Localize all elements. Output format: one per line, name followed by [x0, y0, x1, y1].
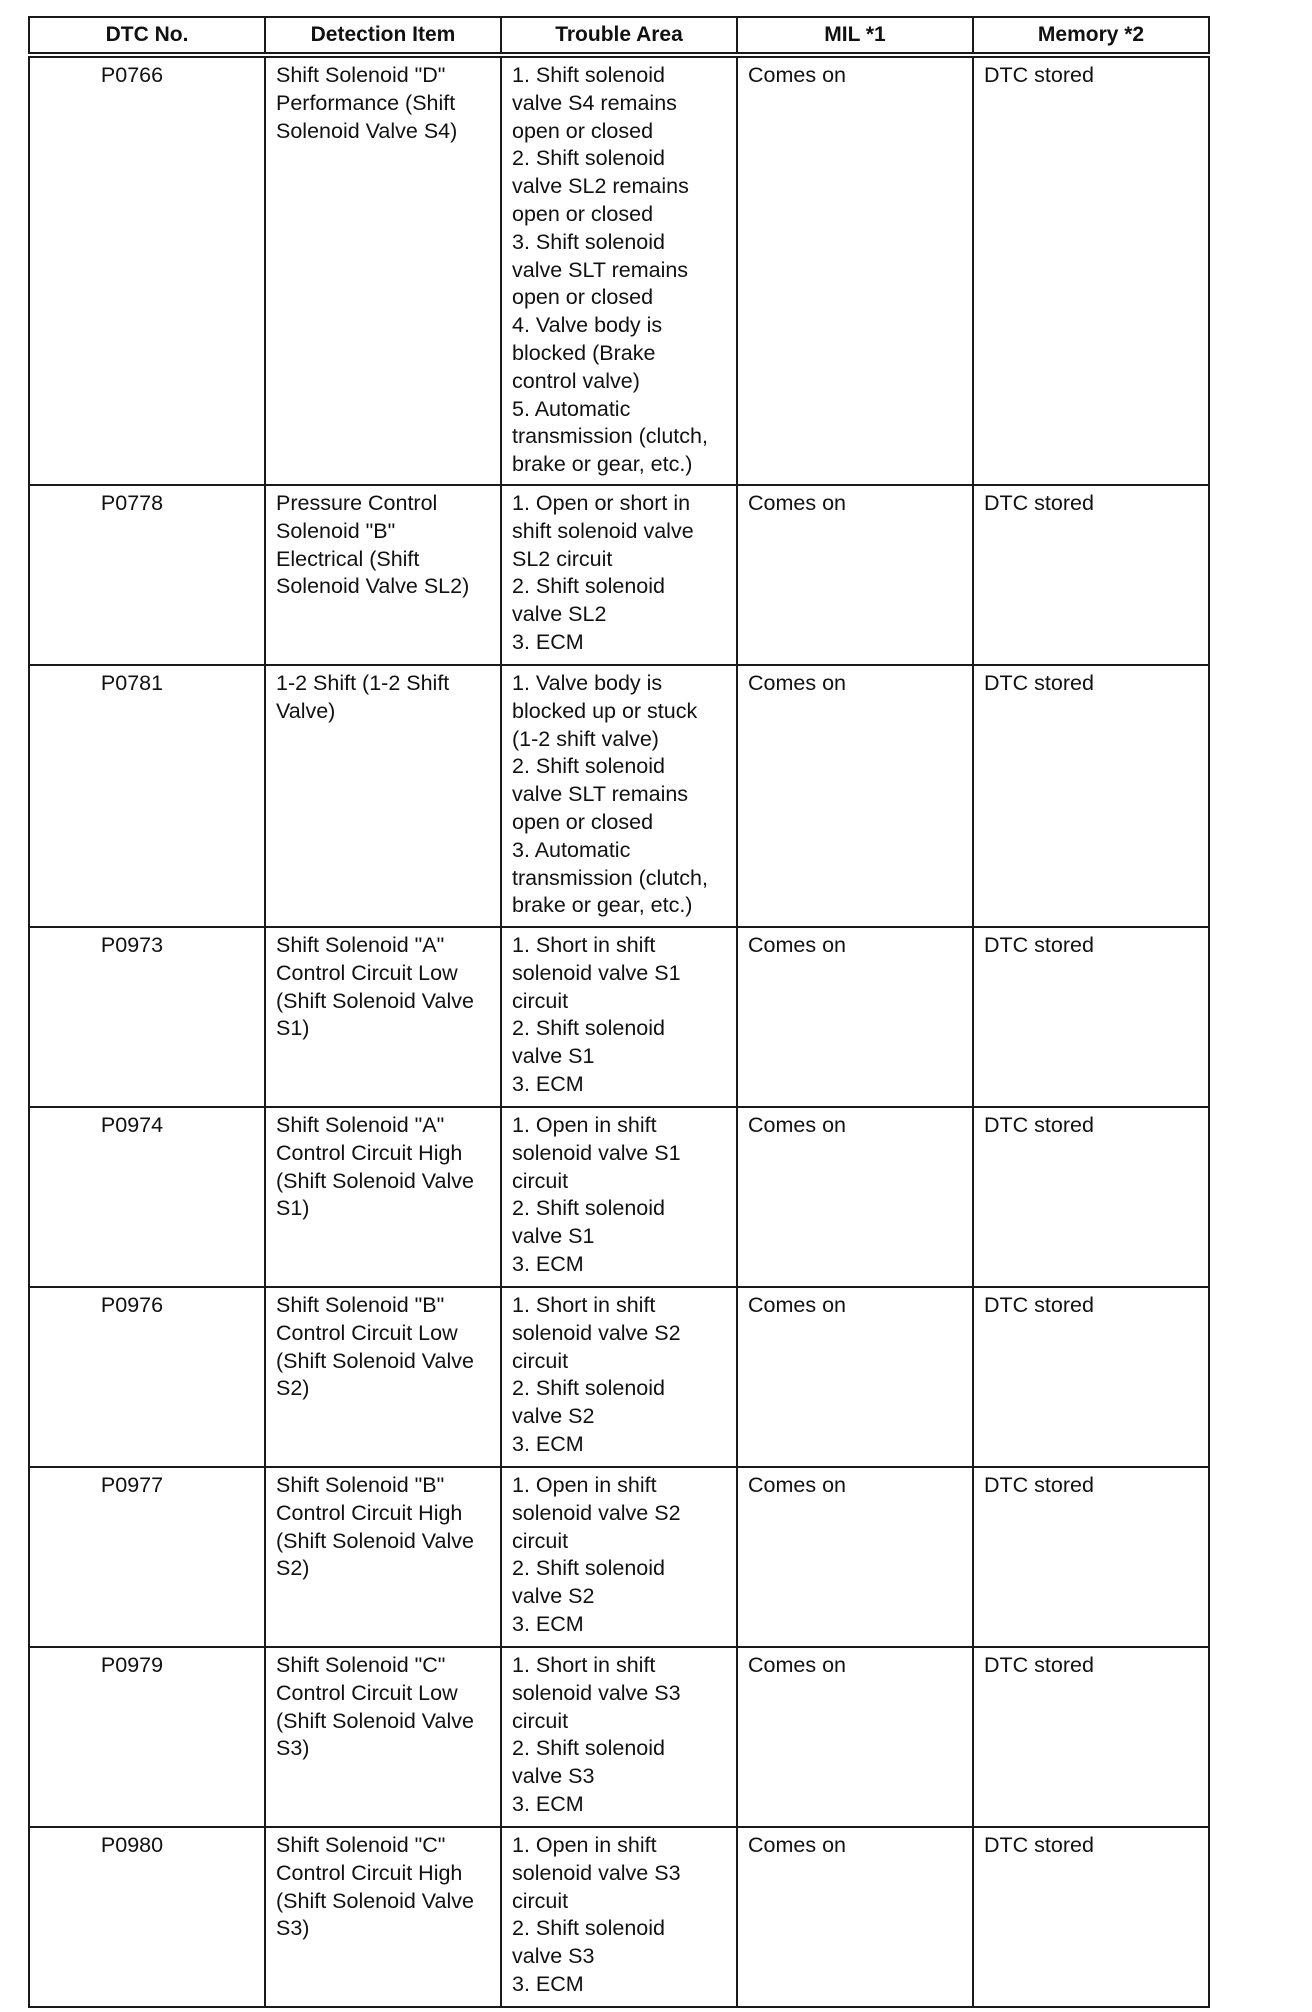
memory-cell: DTC stored [973, 927, 1209, 1107]
mil-cell: Comes on [737, 665, 973, 927]
detection-item-cell: Shift Solenoid "D" Performance (Shift Solenoid Valve S4) [265, 55, 501, 485]
mil-cell: Comes on [737, 1827, 973, 2007]
header-trouble-area: Trouble Area [501, 17, 737, 55]
table-row [29, 55, 1209, 485]
detection-item-cell: Pressure Control Solenoid "B" Electrical (Shift Solenoid Valve SL2) [265, 485, 501, 665]
table-row [29, 927, 1209, 1107]
detection-item-cell: 1-2 Shift (1-2 Shift Valve) [265, 665, 501, 927]
detection-item-cell: Shift Solenoid "A" Control Circuit Low (Shift Solenoid Valve S1) [265, 927, 501, 1107]
dtc-code-cell: P0974 [29, 1107, 265, 1287]
dtc-code-cell: P0976 [29, 1287, 265, 1467]
detection-item-cell: Shift Solenoid "B" Control Circuit Low (Shift Solenoid Valve S2) [265, 1287, 501, 1467]
dtc-code-cell: P0979 [29, 1647, 265, 1827]
trouble-area-cell: 1. Valve body is blocked up or stuck (1-2 shift valve) 2. Shift solenoid valve SLT remains open or closed 3. Automatic transmission (clutch, brake or gear, etc.) [501, 665, 737, 927]
table-body [29, 55, 1209, 2007]
table-row [29, 1287, 1209, 1467]
memory-cell: DTC stored [973, 665, 1209, 927]
memory-cell: DTC stored [973, 1107, 1209, 1287]
mil-cell: Comes on [737, 1107, 973, 1287]
mil-cell: Comes on [737, 1467, 973, 1647]
mil-cell: Comes on [737, 1647, 973, 1827]
memory-cell: DTC stored [973, 1827, 1209, 2007]
trouble-area-cell: 1. Short in shift solenoid valve S2 circuit 2. Shift solenoid valve S2 3. ECM [501, 1287, 737, 1467]
detection-item-cell: Shift Solenoid "B" Control Circuit High (Shift Solenoid Valve S2) [265, 1467, 501, 1647]
dtc-code-cell: P0980 [29, 1827, 265, 2007]
dtc-table [28, 16, 1210, 2008]
table-row [29, 485, 1209, 665]
table-row [29, 665, 1209, 927]
header-memory: Memory *2 [973, 17, 1209, 55]
trouble-area-cell: 1. Shift solenoid valve S4 remains open or closed 2. Shift solenoid valve SL2 remains open or closed 3. Shift solenoid valve SLT remains open or closed 4. Valve body is blocked (Brake control valve) 5. Automatic transmission (clutch, brake or gear, etc.) [501, 55, 737, 485]
trouble-area-cell: 1. Short in shift solenoid valve S1 circuit 2. Shift solenoid valve S1 3. ECM [501, 927, 737, 1107]
trouble-area-cell: 1. Open or short in shift solenoid valve SL2 circuit 2. Shift solenoid valve SL2 3. ECM [501, 485, 737, 665]
table-header [29, 17, 1209, 55]
memory-cell: DTC stored [973, 1287, 1209, 1467]
trouble-area-cell: 1. Open in shift solenoid valve S1 circuit 2. Shift solenoid valve S1 3. ECM [501, 1107, 737, 1287]
detection-item-cell: Shift Solenoid "C" Control Circuit Low (Shift Solenoid Valve S3) [265, 1647, 501, 1827]
trouble-area-cell: 1. Open in shift solenoid valve S3 circuit 2. Shift solenoid valve S3 3. ECM [501, 1827, 737, 2007]
mil-cell: Comes on [737, 55, 973, 485]
table-row [29, 1647, 1209, 1827]
dtc-code-cell: P0973 [29, 927, 265, 1107]
memory-cell: DTC stored [973, 1647, 1209, 1827]
mil-cell: Comes on [737, 485, 973, 665]
memory-cell: DTC stored [973, 55, 1209, 485]
dtc-code-cell: P0766 [29, 55, 265, 485]
table-row [29, 1467, 1209, 1647]
detection-item-cell: Shift Solenoid "C" Control Circuit High (Shift Solenoid Valve S3) [265, 1827, 501, 2007]
mil-cell: Comes on [737, 1287, 973, 1467]
header-mil: MIL *1 [737, 17, 973, 55]
dtc-code-cell: P0781 [29, 665, 265, 927]
header-row [29, 17, 1209, 55]
mil-cell: Comes on [737, 927, 973, 1107]
dtc-code-cell: P0977 [29, 1467, 265, 1647]
memory-cell: DTC stored [973, 1467, 1209, 1647]
trouble-area-cell: 1. Short in shift solenoid valve S3 circuit 2. Shift solenoid valve S3 3. ECM [501, 1647, 737, 1827]
table-row [29, 1107, 1209, 1287]
trouble-area-cell: 1. Open in shift solenoid valve S2 circuit 2. Shift solenoid valve S2 3. ECM [501, 1467, 737, 1647]
dtc-code-cell: P0778 [29, 485, 265, 665]
dtc-chart-page [28, 16, 1208, 2008]
table-row [29, 1827, 1209, 2007]
memory-cell: DTC stored [973, 485, 1209, 665]
header-dtc-no: DTC No. [29, 17, 265, 55]
header-detection-item: Detection Item [265, 17, 501, 55]
detection-item-cell: Shift Solenoid "A" Control Circuit High (Shift Solenoid Valve S1) [265, 1107, 501, 1287]
